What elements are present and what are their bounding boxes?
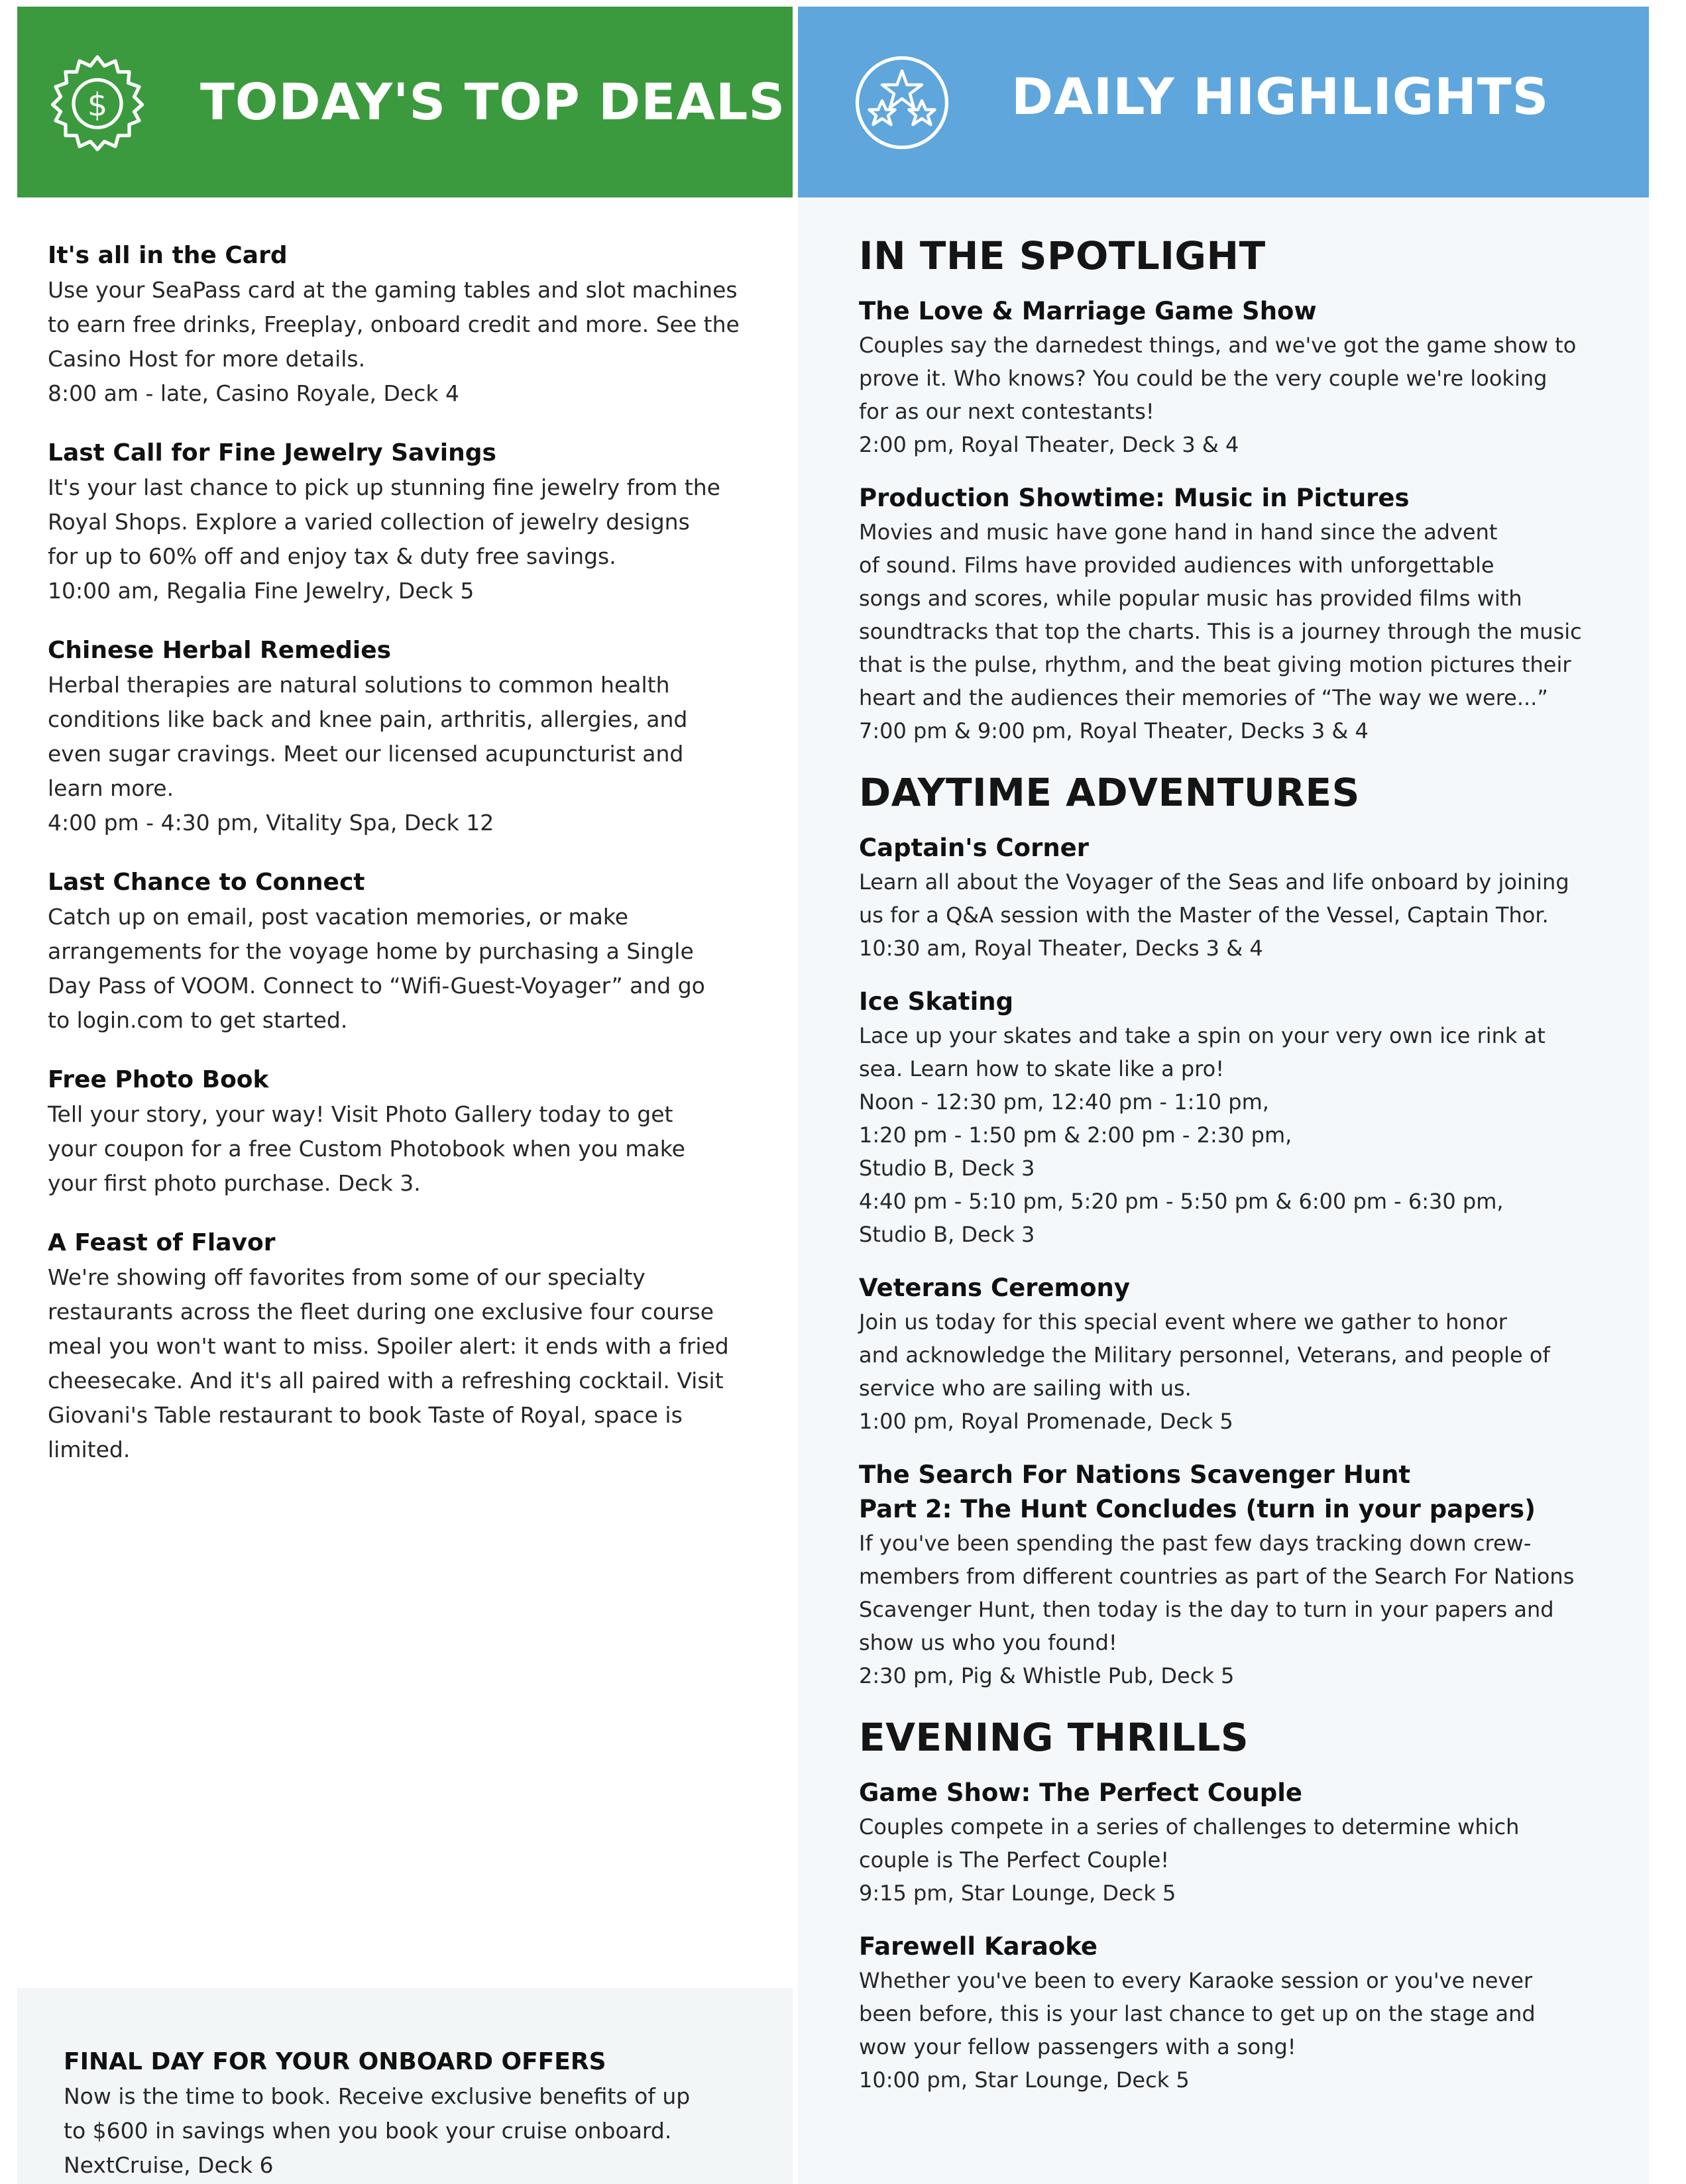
deal-line: even sugar cravings. Meet our licensed acupuncturist and — [48, 741, 684, 767]
deal-line: arrangements for the voyage home by purchasing a Single — [48, 938, 694, 964]
top-deals-title: TODAY'S TOP DEALS — [200, 72, 786, 131]
deals-column — [48, 239, 763, 1492]
dollar-badge-icon — [48, 53, 147, 152]
deal-line: Casino Host for more details. — [48, 346, 366, 372]
deal-line: We're showing off favorites from some of our specialty — [48, 1264, 646, 1290]
deal-title: Chinese Herbal Remedies — [48, 637, 392, 664]
deal-item — [48, 239, 763, 411]
deal-item — [48, 633, 763, 840]
highlight-line: 4:40 pm - 5:10 pm, 5:20 pm - 5:50 pm & 6:00 pm - 6:30 pm, — [859, 1189, 1504, 1214]
highlight-line: 9:15 pm, Star Lounge, Deck 5 — [859, 1881, 1176, 1906]
highlight-line: prove it. Who knows? You could be the very couple we're looking — [859, 366, 1547, 391]
deal-line: 4:00 pm - 4:30 pm, Vitality Spa, Deck 12 — [48, 810, 494, 836]
deal-title: Free Photo Book — [48, 1066, 269, 1093]
deal-title: It's all in the Card — [48, 242, 288, 269]
highlights-column — [859, 231, 1621, 2116]
daily-highlights-banner — [798, 7, 1649, 197]
highlight-line: Studio B, Deck 3 — [859, 1222, 1035, 1247]
highlight-title: The Love & Marriage Game Show — [859, 297, 1317, 325]
deal-title: Last Chance to Connect — [48, 869, 365, 896]
highlight-line: If you've been spending the past few days tracking down crew- — [859, 1531, 1532, 1556]
deal-line: restaurants across the fleet during one exclusive four course — [48, 1299, 714, 1325]
spotlight-heading: IN THE SPOTLIGHT — [859, 233, 1266, 278]
highlight-title: The Search For Nations Scavenger Hunt — [859, 1460, 1411, 1489]
highlight-line: of sound. Films have provided audiences with unforgettable — [859, 553, 1494, 578]
highlight-line: service who are sailing with us. — [859, 1376, 1192, 1401]
highlight-item — [859, 831, 1621, 965]
deal-title: A Feast of Flavor — [48, 1229, 276, 1256]
highlight-item — [859, 1458, 1621, 1692]
deal-line: It's your last chance to pick up stunning fine jewelry from the — [48, 474, 720, 500]
deal-item — [48, 1226, 763, 1467]
highlight-line: been before, this is your last chance to get up on the stage and — [859, 2001, 1536, 2026]
deal-line: for up to 60% off and enjoy tax & duty free savings. — [48, 543, 616, 569]
highlight-line: 1:00 pm, Royal Promenade, Deck 5 — [859, 1409, 1233, 1434]
highlight-line: show us who you found! — [859, 1630, 1117, 1655]
highlight-item — [859, 985, 1621, 1251]
deal-line: Tell your story, your way! Visit Photo Gallery today to get — [48, 1101, 673, 1127]
highlight-line: 1:20 pm - 1:50 pm & 2:00 pm - 2:30 pm, — [859, 1122, 1292, 1148]
svg-text:$: $ — [87, 86, 108, 124]
highlight-line: Scavenger Hunt, then today is the day to turn in your papers and — [859, 1597, 1554, 1622]
highlight-item — [859, 1271, 1621, 1438]
highlight-line: 2:00 pm, Royal Theater, Deck 3 & 4 — [859, 432, 1239, 457]
deal-line: your first photo purchase. Deck 3. — [48, 1170, 421, 1196]
offers-line: to $600 in savings when you book your cruise onboard. — [64, 2118, 672, 2144]
highlight-title: Game Show: The Perfect Couple — [859, 1778, 1303, 1807]
deal-line: learn more. — [48, 775, 174, 801]
onboard-offers — [64, 2045, 766, 2183]
deal-line: Royal Shops. Explore a varied collection of jewelry designs — [48, 509, 690, 535]
deal-line: Catch up on email, post vacation memories, or make — [48, 904, 629, 930]
offers-title: FINAL DAY FOR YOUR ONBOARD OFFERS — [64, 2048, 606, 2075]
highlight-line: couple is The Perfect Couple! — [859, 1847, 1170, 1873]
highlight-line: that is the pulse, rhythm, and the beat giving motion pictures their — [859, 652, 1571, 677]
highlight-item — [859, 294, 1621, 461]
deal-line: to login.com to get started. — [48, 1007, 348, 1033]
highlight-line: 2:30 pm, Pig & Whistle Pub, Deck 5 — [859, 1663, 1235, 1688]
top-deals-banner — [17, 7, 793, 197]
highlight-line: 7:00 pm & 9:00 pm, Royal Theater, Decks 3 & 4 — [859, 718, 1369, 743]
highlight-line: Join us today for this special event where we gather to honor — [859, 1309, 1507, 1335]
deal-item — [48, 865, 763, 1038]
highlight-title: Farewell Karaoke — [859, 1932, 1097, 1961]
highlight-title: Veterans Ceremony — [859, 1274, 1130, 1302]
daily-highlights-title: DAILY HIGHLIGHTS — [1011, 67, 1549, 126]
deal-line: to earn free drinks, Freeplay, onboard credit and more. See the — [48, 311, 740, 337]
highlight-title: Captain's Corner — [859, 834, 1090, 862]
deal-title: Last Call for Fine Jewelry Savings — [48, 439, 496, 466]
deal-line: meal you won't want to miss. Spoiler alert: it ends with a fried — [48, 1333, 729, 1359]
highlight-line: heart and the audiences their memories of “The way we were...” — [859, 685, 1548, 710]
deal-item — [48, 1063, 763, 1201]
offers-line: Now is the time to book. Receive exclusive benefits of up — [64, 2083, 691, 2109]
deal-line: Herbal therapies are natural solutions to common health — [48, 672, 670, 698]
deal-item — [48, 436, 763, 608]
deal-line: conditions like back and knee pain, arthritis, allergies, and — [48, 706, 688, 732]
highlight-title: Ice Skating — [859, 987, 1014, 1016]
highlight-line: members from different countries as part of the Search For Nations — [859, 1564, 1575, 1589]
highlight-line: us for a Q&A session with the Master of the Vessel, Captain Thor. — [859, 902, 1549, 928]
highlight-subtitle: Part 2: The Hunt Concludes (turn in your papers) — [859, 1495, 1536, 1523]
highlight-item — [859, 481, 1621, 747]
highlight-line: Learn all about the Voyager of the Seas and life onboard by joining — [859, 869, 1569, 895]
highlight-line: Noon - 12:30 pm, 12:40 pm - 1:10 pm, — [859, 1089, 1269, 1115]
highlight-line: Couples say the darnedest things, and we've got the game show to — [859, 333, 1577, 358]
highlight-item — [859, 1776, 1621, 1910]
highlight-line: for as our next contestants! — [859, 399, 1154, 424]
highlight-line: Lace up your skates and take a spin on your very own ice rink at — [859, 1023, 1546, 1048]
highlight-title: Production Showtime: Music in Pictures — [859, 484, 1410, 512]
deal-line: 10:00 am, Regalia Fine Jewelry, Deck 5 — [48, 578, 475, 604]
highlight-line: Studio B, Deck 3 — [859, 1156, 1035, 1181]
highlight-line: songs and scores, while popular music has provided films with — [859, 586, 1522, 611]
highlight-line: soundtracks that top the charts. This is a journey through the music — [859, 619, 1582, 644]
deal-line: Use your SeaPass card at the gaming tables and slot machines — [48, 277, 738, 303]
daytime-heading: DAYTIME ADVENTURES — [859, 770, 1360, 815]
stars-circle-icon — [852, 53, 952, 152]
highlight-line: 10:00 pm, Star Lounge, Deck 5 — [859, 2067, 1190, 2093]
highlight-line: Movies and music have gone hand in hand since the advent — [859, 519, 1498, 545]
highlight-line: Couples compete in a series of challenges to determine which — [859, 1814, 1520, 1839]
offers-line: NextCruise, Deck 6 — [64, 2152, 274, 2178]
highlight-line: sea. Learn how to skate like a pro! — [859, 1056, 1225, 1081]
highlight-line: Whether you've been to every Karaoke session or you've never — [859, 1968, 1533, 1993]
highlight-item — [859, 1930, 1621, 2097]
evening-heading: EVENING THRILLS — [859, 1715, 1249, 1760]
deal-line: Giovani's Table restaurant to book Taste of Royal, space is limited. — [48, 1402, 683, 1462]
deal-line: cheesecake. And it's all paired with a refreshing cocktail. Visit — [48, 1368, 724, 1393]
highlight-line: wow your fellow passengers with a song! — [859, 2034, 1296, 2059]
deal-line: 8:00 am - late, Casino Royale, Deck 4 — [48, 380, 459, 406]
deal-line: your coupon for a free Custom Photobook when you make — [48, 1136, 685, 1162]
highlight-line: 10:30 am, Royal Theater, Decks 3 & 4 — [859, 936, 1263, 961]
deal-line: Day Pass of VOOM. Connect to “Wifi-Guest-Voyager” and go — [48, 973, 705, 999]
highlight-line: and acknowledge the Military personnel, Veterans, and people of — [859, 1342, 1550, 1368]
